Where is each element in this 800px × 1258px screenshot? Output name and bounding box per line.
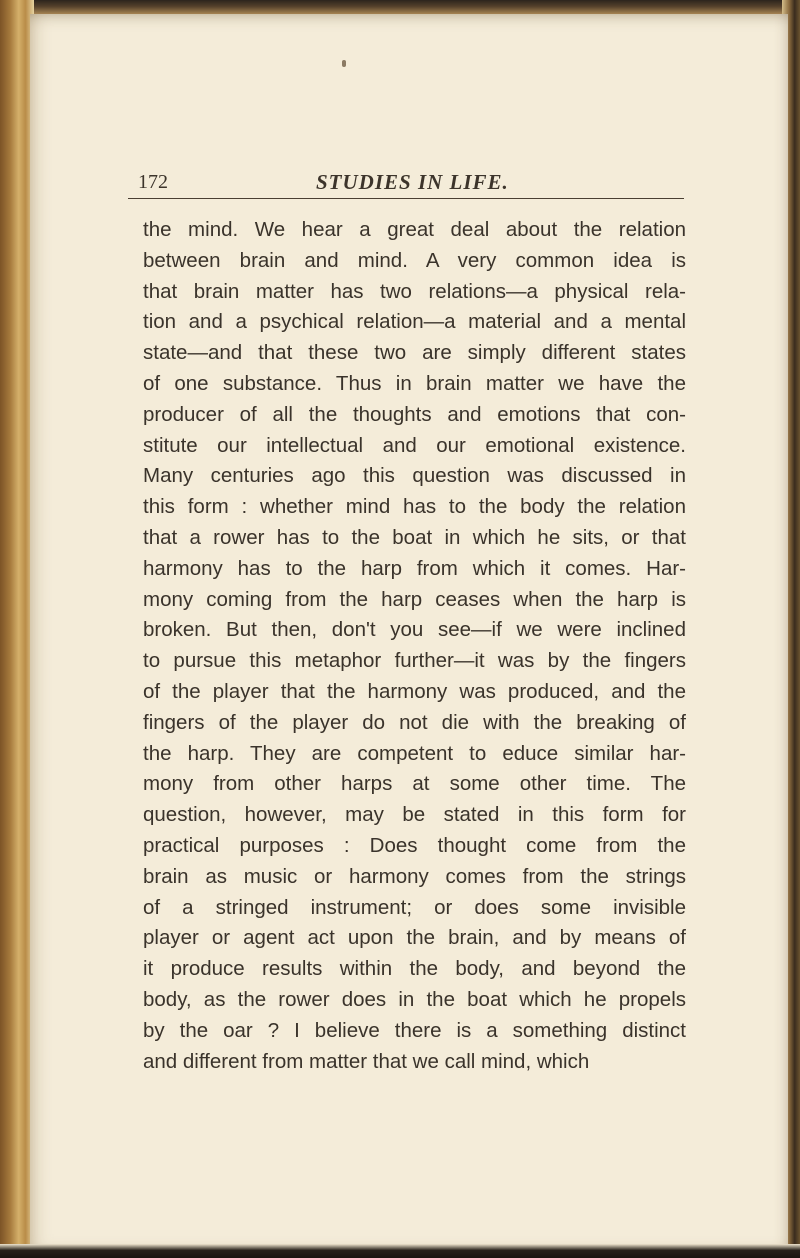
text-line: by the oar ? I believe there is a something distinct bbox=[143, 1018, 686, 1042]
body-text bbox=[143, 215, 686, 1077]
book-binding-bottom-edge bbox=[0, 1244, 800, 1258]
text-line: that brain matter has two relations—a physical rela- bbox=[143, 279, 686, 303]
text-line: the mind. We hear a great deal about the relation bbox=[143, 218, 686, 241]
paper-speck bbox=[342, 60, 346, 67]
book-binding-left-edge bbox=[0, 0, 34, 1258]
page-number: 172 bbox=[138, 171, 168, 193]
text-line: of a stringed instrument; or does some invisible bbox=[143, 895, 686, 919]
text-line: broken. But then, don't you see—if we were inclined bbox=[143, 618, 686, 642]
text-line: the harp. They are competent to educe similar har- bbox=[143, 741, 686, 765]
text-line: harmony has to the harp from which it comes. Har- bbox=[143, 556, 686, 580]
text-line: state—and that these two are simply different states bbox=[143, 341, 686, 365]
text-line: it produce results within the body, and beyond the bbox=[143, 957, 686, 981]
text-line: producer of all the thoughts and emotions that con- bbox=[143, 402, 686, 426]
text-line: question, however, may be stated in this form for bbox=[143, 803, 686, 827]
text-line: between brain and mind. A very common idea is bbox=[143, 248, 686, 272]
text-line: body, as the rower does in the boat which he propels bbox=[143, 987, 686, 1011]
text-line: stitute our intellectual and our emotional existence. bbox=[143, 433, 686, 457]
text-line: tion and a psychical relation—a material and a mental bbox=[143, 310, 686, 334]
text-line: this form : whether mind has to the body the relation bbox=[143, 495, 686, 519]
running-head: STUDIES IN LIFE. bbox=[316, 170, 509, 194]
text-line: mony coming from the harp ceases when the harp is bbox=[143, 587, 686, 611]
text-line: practical purposes : Does thought come from the bbox=[143, 833, 686, 857]
text-line: of one substance. Thus in brain matter we have the bbox=[143, 371, 686, 395]
text-line: to pursue this metaphor further—it was by the fingers bbox=[143, 649, 686, 673]
text-line: player or agent act upon the brain, and by means of bbox=[143, 926, 686, 950]
text-line: and different from matter that we call mind, which bbox=[143, 1049, 590, 1073]
text-line: mony from other harps at some other time. The bbox=[143, 772, 686, 796]
page-header bbox=[128, 170, 684, 199]
text-line: fingers of the player do not die with the breaking of bbox=[143, 710, 686, 734]
text-line: Many centuries ago this question was discussed in bbox=[143, 464, 686, 488]
text-line: that a rower has to the boat in which he sits, or that bbox=[143, 525, 686, 549]
text-line: of the player that the harmony was produced, and the bbox=[143, 679, 686, 703]
text-line: brain as music or harmony comes from the strings bbox=[143, 864, 686, 888]
